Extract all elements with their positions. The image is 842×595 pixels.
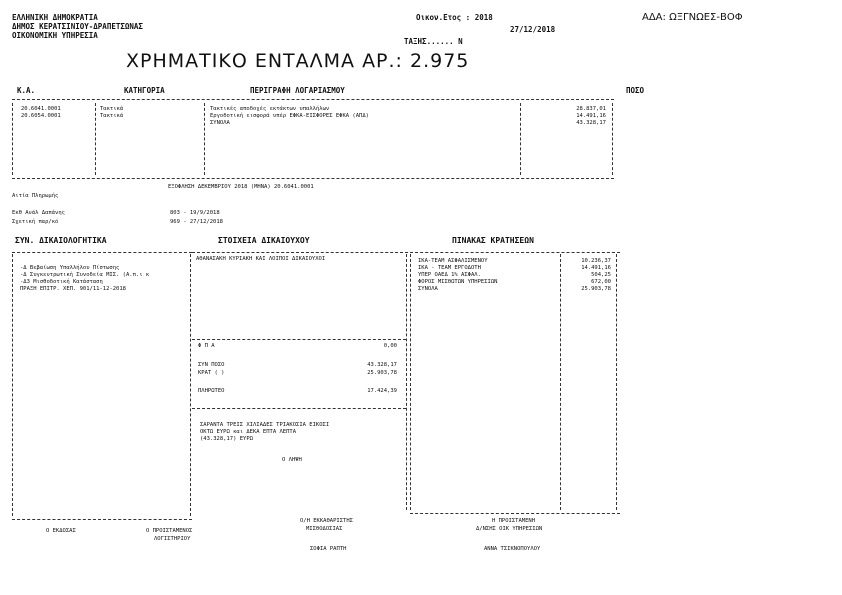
beneficiary-box-right [406, 254, 407, 510]
deductions-values [563, 258, 611, 293]
table-divider [12, 103, 13, 175]
payable-label: ΠΛΗΡΩΤΕΟ [198, 388, 225, 394]
beneficiary-title: ΣΤΟΙΧΕΙΑ ΔΙΚΑΙΟΥΧΟΥ [218, 236, 310, 245]
col-ka: Κ.Α. [17, 86, 36, 95]
cause-line: ΕΞΟΦΛΗΣΗ ΔΕΚΕΜΒΡΙΟΥ 2018 (ΜΗΝΑ) 20.6041.0001 [168, 184, 314, 190]
words-footer: Ο ΛΗΨΗ [282, 457, 302, 463]
table-col-description [210, 106, 369, 127]
fpa-value: 0,00 [383, 343, 397, 349]
deduction-total-label: ΚΡΑΤ ( ) [198, 370, 225, 376]
deductions-box-divider [560, 254, 561, 510]
table-cell: Τακτικές αποδοχές εκτάκτων υπαλλήλων [210, 106, 330, 112]
list-item: 504,25 [591, 272, 611, 278]
list-item: -Δ Βεβαίωση Υπαλλήλου Πίστωσης [20, 265, 120, 271]
org-line-3: ΟΙΚΟΝΟΜΙΚΗ ΥΠΗΡΕΣΙΑ [12, 31, 98, 40]
table-cell: 20.6054.0001 [21, 113, 61, 119]
table-cell: ΣΥΝΟΛΑ [210, 120, 230, 126]
deductions-box-left [410, 254, 411, 510]
documents-box-right [190, 254, 191, 516]
fiscal-year: Οικον.Ετος : 2018 [416, 13, 493, 22]
table-divider [95, 103, 96, 175]
table-cell: Τακτικά [100, 106, 124, 112]
deductions-box-right [616, 254, 617, 510]
signature-director-1: Η ΠΡΟΙΣΤΑΜΕΝΗ [492, 518, 536, 524]
list-item: ΣΥΝΟΛΑ [418, 286, 438, 292]
list-item: 25.903,78 [581, 286, 611, 292]
beneficiary-name: ΑΘΑΝΑΣΑΚΗ ΚΥΡΙΑΚΗ ΚΑΙ ΛΟΙΠΟΙ ΔΙΚΑΙΟΥΧΟΙ [196, 256, 326, 262]
list-item: ΙΚΑ-ΤΕΑΜ ΑΣΦΑΛΙΣΜΕΝΟΥ [418, 258, 488, 264]
list-item: ΥΠΕΡ ΟΑΕΔ 1% ΑΣΦΑΛ. [418, 272, 481, 278]
list-item: ΠΡΑΞΗ ΕΠΙΤΡ. ΧΕΠ. 901/11-12-2018 [20, 286, 126, 292]
signature-checker-name: ΣΟΦΙΑ ΡΑΠΤΗ [310, 546, 347, 552]
table-bottom-line [12, 178, 614, 179]
beneficiary-box-top [192, 252, 408, 253]
list-item: 10.236,37 [581, 258, 611, 264]
list-item: -Δ Συγκεντρωτική Συνοδεία ΜΙΣ. (Α.π.ι κ [20, 272, 150, 278]
table-cell: 20.6041.0001 [21, 106, 61, 112]
ada-code: ΑΔΑ: ΩΞΓΝΩΕΣ-ΒΟΦ [642, 12, 743, 23]
documents-list [20, 265, 149, 293]
signature-checker-1: Ο/Η ΕΚΚΑΘΑΡΙΣΤΗΣ [300, 518, 353, 524]
table-cell: Εργοδοτική εισφορά υπέρ ΕΦΚΑ-ΕΙΣΦΟΡΕΣ ΕΦΚΑ (ΑΠΔ) [210, 113, 369, 119]
deductions-box-bottom [410, 513, 620, 514]
list-item: ΙΚΑ - ΤΕΑΜ ΕΡΓΟΔΟΤΗ [418, 265, 481, 271]
documents-title: ΣΥΝ. ΔΙΚΑΙΟΛΟΓΗΤΙΚΑ [15, 236, 107, 245]
table-divider [520, 103, 521, 175]
col-category: ΚΑΤΗΓΟΡΙΑ [124, 86, 165, 95]
deductions-title: ΠΙΝΑΚΑΣ ΚΡΑΤΗΣΕΩΝ [452, 236, 534, 245]
documents-box-bottom [12, 519, 192, 520]
table-divider [612, 103, 613, 175]
divider [192, 339, 406, 340]
payable-value: 17.424,39 [367, 388, 397, 394]
signature-director-name: ΑΝΝΑ ΤΣΙΚΝΟΠΟΥΛΟΥ [484, 546, 541, 552]
table-col-category [100, 106, 123, 120]
signature-head-2: ΛΟΓΙΣΤΗΡΙΟΥ [154, 536, 191, 542]
deduction-total-value: 25.903,78 [367, 370, 397, 376]
table-cell: 14.491,16 [576, 113, 606, 119]
list-item: ΦΟΡΟΣ ΜΙΣΘΩΤΩΝ ΥΠΗΡΕΣΙΩΝ [418, 279, 498, 285]
words-line: (43.328,17) ΕΥΡΩ [200, 436, 253, 442]
org-line-1: ΕΛΛΗΝΙΚΗ ΔΗΜΟΚΡΑΤΙΑ [12, 13, 98, 22]
documents-box-left [12, 254, 13, 516]
documents-box-top [12, 252, 192, 253]
table-cell: Τακτικά [100, 113, 124, 119]
deductions-labels [418, 258, 497, 293]
amount-in-words [200, 422, 329, 443]
related-value: 969 - 27/12/2018 [170, 219, 223, 225]
col-description: ΠΕΡΙΓΡΑΦΗ ΛΟΓΑΡΙΑΣΜΟΥ [250, 86, 345, 95]
table-cell: 43.328,17 [576, 120, 606, 126]
list-item: 672,00 [591, 279, 611, 285]
list-item: -Δ3 Μισθοδοτική Κατάσταση [20, 279, 103, 285]
total-value: 43.328,17 [367, 362, 397, 368]
decision-label: Εκθ Ανάλ Δαπάνης [12, 210, 65, 216]
header-left [12, 13, 143, 40]
table-cell: 28.837,01 [576, 106, 606, 112]
table-top-line [12, 99, 614, 100]
org-line-2: ΔΗΜΟΣ ΚΕΡΑΤΣΙΝΙΟΥ-ΔΡΑΠΕΤΣΩΝΑΣ [12, 22, 143, 31]
signature-head-1: Ο ΠΡΟΙΣΤΑΜΕΝΟΣ [146, 528, 193, 534]
divider [192, 408, 406, 409]
type-label: ΤΑΞΗΣ...... Ν [404, 37, 463, 46]
deductions-box-top [410, 252, 620, 253]
decision-value: 803 - 19/9/2018 [170, 210, 220, 216]
total-label: ΣΥΝ ΠΟΣΟ [198, 362, 225, 368]
words-line: ΣΑΡΑΝΤΑ ΤΡΕΙΣ ΧΙΛΙΑΔΕΣ ΤΡΙΑΚΟΣΙΑ ΕΙΚΟΣΙ [200, 422, 330, 428]
signature-director-2: Δ/ΝΣΗΣ ΟΙΚ ΥΠΗΡΕΣΙΩΝ [476, 526, 543, 532]
table-col-ka [21, 106, 61, 120]
issue-date: 27/12/2018 [510, 25, 556, 34]
table-divider [204, 103, 205, 175]
signature-issuer: Ο ΕΚΔΟΣΑΣ [46, 528, 76, 534]
signature-checker-2: ΜΙΣΘΟΔΟΣΙΑΣ [306, 526, 343, 532]
list-item: 14.491,16 [581, 265, 611, 271]
reason-label: Αιτία Πληρωμής [12, 193, 59, 199]
related-label: Σχετική παρ/κό [12, 219, 59, 225]
words-line: ΟΚΤΩ ΕΥΡΩ και ΔΕΚΑ ΕΠΤΑ ΛΕΠΤΑ [200, 429, 297, 435]
col-amount: ΠΟΣΟ [626, 86, 645, 95]
fpa-label: Φ Π Α [198, 343, 215, 349]
page-title: ΧΡΗΜΑΤΙΚΟ ΕΝΤΑΛΜΑ ΑΡ.: 2.975 [126, 50, 470, 72]
table-col-amount [540, 106, 606, 127]
